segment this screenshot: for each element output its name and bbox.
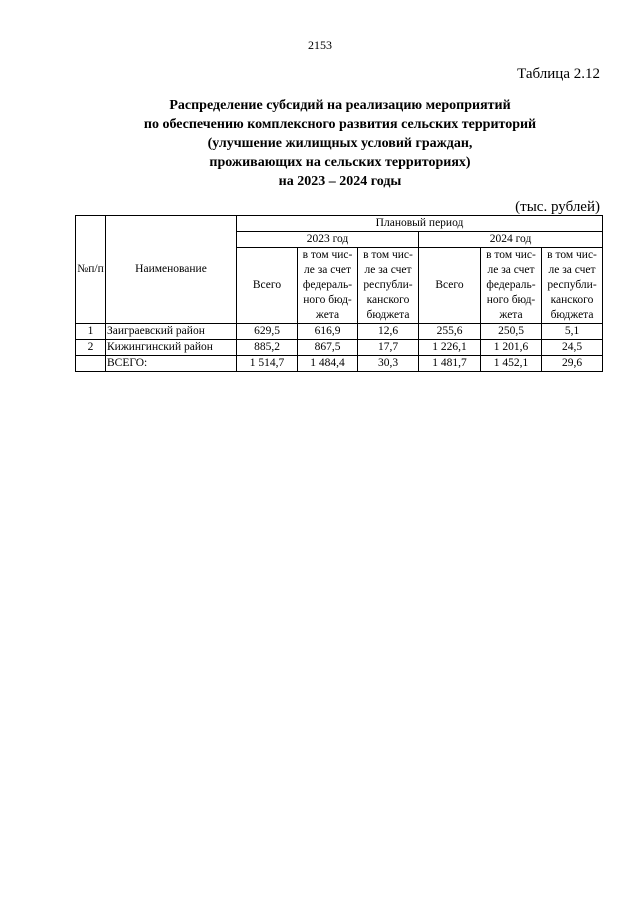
header-line: ле за счет (364, 264, 412, 276)
header-total-2023: Всего (237, 248, 298, 324)
cell-federal-2023: 867,5 (298, 340, 358, 356)
table-row (76, 324, 603, 340)
header-line: канского (550, 294, 594, 306)
row-num (76, 356, 106, 372)
header-line: жета (315, 309, 340, 321)
header-line: ле за счет (487, 264, 535, 276)
header-line: в том чис- (486, 249, 536, 261)
cell-republic-2023: 17,7 (358, 340, 419, 356)
cell-total-2024: 1 481,7 (419, 356, 481, 372)
header-federal-2024 (481, 248, 542, 324)
cell-republic-2023: 12,6 (358, 324, 419, 340)
document-title (80, 96, 600, 191)
table-row (76, 340, 603, 356)
header-year-2024: 2024 год (419, 232, 603, 248)
table-label: Таблица 2.12 (517, 66, 600, 82)
header-line: бюджета (366, 309, 410, 321)
header-line: республи- (363, 279, 413, 291)
page-number: 2153 (308, 38, 332, 52)
header-line: федераль- (486, 279, 536, 291)
row-name: ВСЕГО: (106, 356, 237, 372)
title-line: на 2023 – 2024 годы (278, 174, 402, 189)
cell-federal-2024: 1 201,6 (481, 340, 542, 356)
header-line: канского (366, 294, 410, 306)
header-federal-2023 (298, 248, 358, 324)
row-name: Заиграевский район (106, 324, 237, 340)
header-line: ле за счет (548, 264, 596, 276)
header-line: в том чис- (547, 249, 597, 261)
title-line: Распределение субсидий на реализацию мероприятий (169, 98, 511, 113)
cell-republic-2024: 29,6 (542, 356, 603, 372)
header-plan-period: Плановый период (237, 216, 603, 232)
header-line: в том чис- (302, 249, 353, 261)
subsidy-table (75, 215, 603, 372)
header-line: ного бюд- (303, 294, 352, 306)
title-line: проживающих на сельских территориях) (209, 155, 471, 170)
cell-republic-2023: 30,3 (358, 356, 419, 372)
header-year-2023: 2023 год (237, 232, 419, 248)
cell-federal-2024: 1 452,1 (481, 356, 542, 372)
header-line: ного бюд- (486, 294, 536, 306)
cell-total-2024: 255,6 (419, 324, 481, 340)
cell-republic-2024: 5,1 (542, 324, 603, 340)
header-num: №п/п (76, 216, 106, 324)
cell-republic-2024: 24,5 (542, 340, 603, 356)
header-republic-2024 (542, 248, 603, 324)
row-num: 2 (76, 340, 106, 356)
header-line: бюджета (550, 309, 594, 321)
header-republic-2023 (358, 248, 419, 324)
cell-federal-2024: 250,5 (481, 324, 542, 340)
header-line: федераль- (302, 279, 353, 291)
row-name: Кижингинский район (106, 340, 237, 356)
cell-total-2023: 1 514,7 (237, 356, 298, 372)
header-name: Наименование (106, 216, 237, 324)
title-line: по обеспечению комплексного развития сельских территорий (143, 117, 537, 132)
cell-total-2024: 1 226,1 (419, 340, 481, 356)
title-line: (улучшение жилищных условий граждан, (207, 136, 473, 151)
total-row (76, 356, 603, 372)
cell-federal-2023: 1 484,4 (298, 356, 358, 372)
cell-total-2023: 885,2 (237, 340, 298, 356)
header-line: республи- (547, 279, 597, 291)
cell-federal-2023: 616,9 (298, 324, 358, 340)
header-line: жета (499, 309, 523, 321)
row-num: 1 (76, 324, 106, 340)
cell-total-2023: 629,5 (237, 324, 298, 340)
units-label: (тыс. рублей) (515, 199, 600, 215)
header-line: в том чис- (363, 249, 413, 261)
header-line: ле за счет (303, 264, 352, 276)
header-total-2024: Всего (419, 248, 481, 324)
